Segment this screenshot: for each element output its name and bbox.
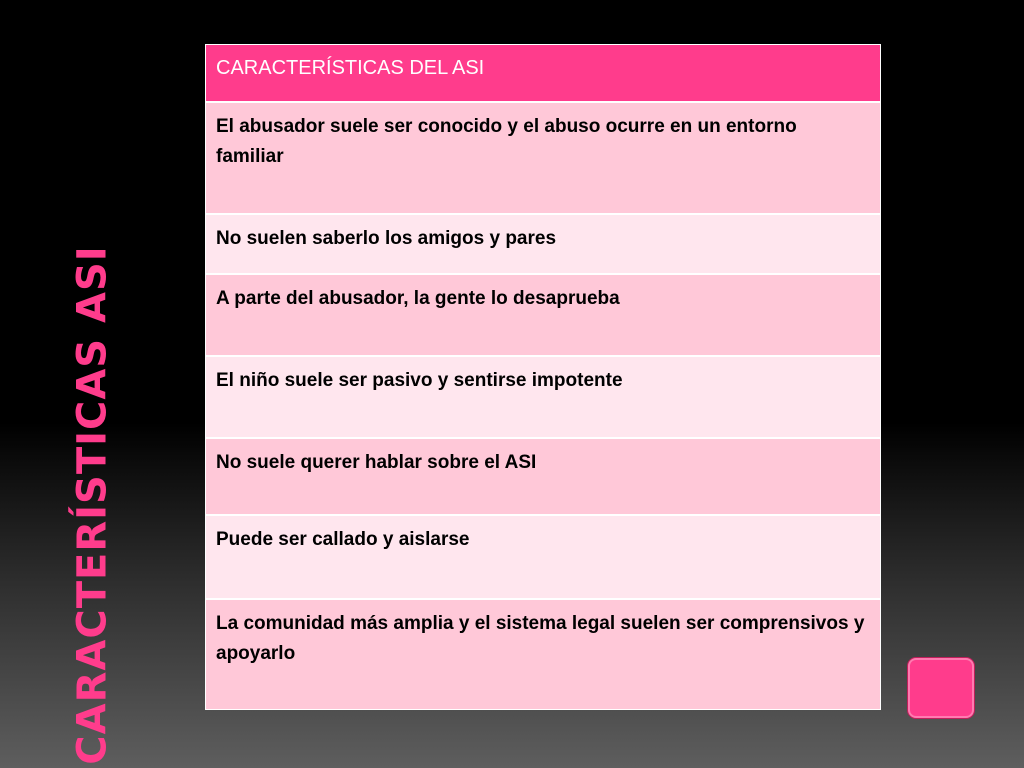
- table-row: A parte del abusador, la gente lo desaprueba: [206, 274, 880, 356]
- table-row: No suele querer hablar sobre el ASI: [206, 438, 880, 515]
- table-row: No suelen saberlo los amigos y pares: [206, 214, 880, 274]
- table-row: La comunidad más amplia y el sistema legal suelen ser comprensivos y apoyarlo: [206, 599, 880, 709]
- table-row: El abusador suele ser conocido y el abuso ocurre en un entorno familiar: [206, 102, 880, 214]
- side-title: [48, 244, 138, 765]
- table-row: Puede ser callado y aislarse: [206, 515, 880, 599]
- table-header: CARACTERÍSTICAS DEL ASI: [206, 45, 880, 102]
- side-title-text: CARACTERÍSTICAS ASI: [70, 244, 117, 765]
- table-row: El niño suele ser pasivo y sentirse impotente: [206, 356, 880, 438]
- characteristics-table: [205, 44, 881, 710]
- decorative-square: [908, 658, 974, 718]
